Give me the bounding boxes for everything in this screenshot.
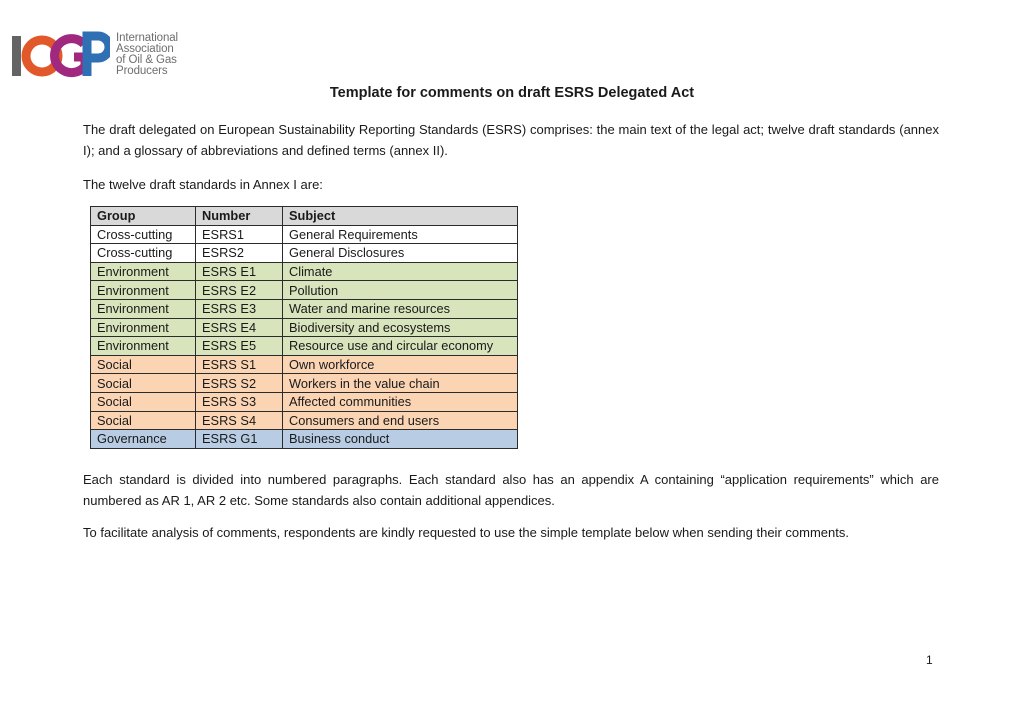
document-title: Template for comments on draft ESRS Delegated Act [329,85,695,101]
cell-group: Environment [91,299,196,318]
cell-group: Environment [91,337,196,356]
cell-subject: Climate [283,262,518,281]
table-row [91,299,518,318]
iogp-logo-mark [12,30,110,80]
cell-number: ESRS E1 [196,262,283,281]
table-row [91,281,518,300]
cell-number: ESRS E2 [196,281,283,300]
logo-line-4: Producers [116,65,168,77]
cell-number: ESRS S4 [196,411,283,430]
cell-subject: Water and marine resources [283,299,518,318]
logo-wordmark [116,33,178,77]
cell-group: Environment [91,281,196,300]
cell-subject: Own workforce [283,355,518,374]
cell-group: Social [91,374,196,393]
cell-subject: Pollution [283,281,518,300]
header-group: Group [91,207,196,226]
table-row [91,225,518,244]
table-row [91,411,518,430]
cell-number: ESRS S1 [196,355,283,374]
cell-group: Environment [91,262,196,281]
table-row [91,430,518,449]
cell-subject: Biodiversity and ecosystems [283,318,518,337]
table-row [91,374,518,393]
cell-group: Cross-cutting [91,244,196,263]
cell-group: Cross-cutting [91,225,196,244]
cell-number: ESRS E3 [196,299,283,318]
header-subject: Subject [283,207,518,226]
cell-group: Social [91,411,196,430]
table-row [91,244,518,263]
standards-table [90,206,518,449]
cell-group: Social [91,392,196,411]
intro-paragraph: The draft delegated on European Sustainability Reporting Standards (ESRS) comprises: the main text of the legal act; twelve draft standards (annex I); and a glossary of abbreviations and defined terms (annex II). [83,122,939,158]
page-number: 1 [926,653,933,667]
cell-number: ESRS E4 [196,318,283,337]
logo-line-1: International [116,32,178,44]
logo-line-2: Association [116,43,174,55]
table-row [91,262,518,281]
instructions-text: To facilitate analysis of comments, respondents are kindly requested to use the simple template below when sending their comments. [83,525,849,540]
iogp-logo [12,30,178,80]
cell-number: ESRS S3 [196,392,283,411]
table-row [91,318,518,337]
cell-group: Governance [91,430,196,449]
cell-number: ESRS E5 [196,337,283,356]
logo-line-3: of Oil & Gas [116,54,177,66]
cell-subject: Business conduct [283,430,518,449]
cell-subject: Consumers and end users [283,411,518,430]
paragraph-structure-text: Each standard is divided into numbered paragraphs. Each standard also has an appendix A containing “application requirements” which are numbered as AR 1, AR 2 etc. Some standards also contain additional appendices. [83,472,939,508]
cell-group: Environment [91,318,196,337]
cell-subject: Workers in the value chain [283,374,518,393]
table-header-row [91,207,518,226]
cell-number: ESRS S2 [196,374,283,393]
cell-group: Social [91,355,196,374]
table-row [91,337,518,356]
cell-number: ESRS G1 [196,430,283,449]
table-intro-paragraph: The twelve draft standards in Annex I are: [83,177,323,192]
cell-number: ESRS1 [196,225,283,244]
cell-subject: General Requirements [283,225,518,244]
table-row [91,355,518,374]
cell-subject: General Disclosures [283,244,518,263]
cell-subject: Resource use and circular economy [283,337,518,356]
table-row [91,392,518,411]
cell-subject: Affected communities [283,392,518,411]
cell-number: ESRS2 [196,244,283,263]
header-number: Number [196,207,283,226]
